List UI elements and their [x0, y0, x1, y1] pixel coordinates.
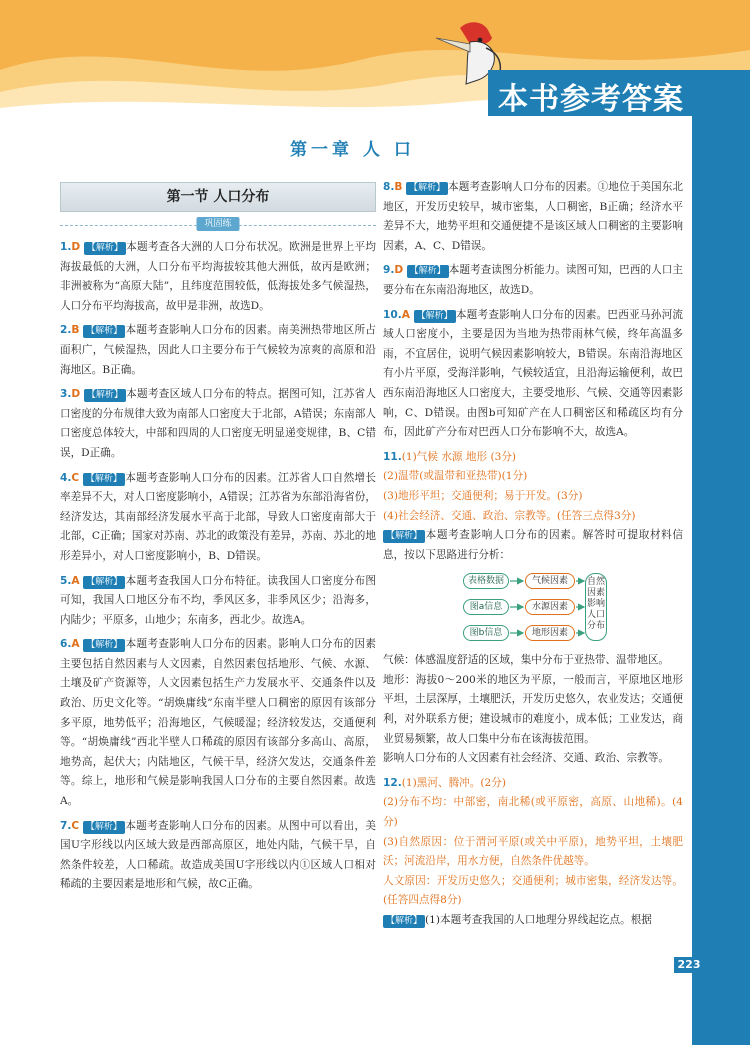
answer-letter: A — [401, 308, 410, 321]
question-number: 6. — [60, 638, 72, 651]
page-number: 223 — [674, 957, 704, 973]
analysis-tag: 【解析】 — [383, 915, 425, 928]
answer-item — [383, 261, 683, 300]
answer-item-11 — [383, 448, 683, 769]
right-sidebar-bar — [692, 116, 750, 1045]
question-number: 9. — [383, 264, 395, 277]
analysis-tag: 【解析】 — [83, 473, 125, 486]
answer-text: 本题考查各大洲的人口分布状况。欧洲是世界上平均海拔最低的大洲，人口分布平均海拔较其他大洲低，故丙是欧洲；非洲被称为“高原大陆”，且纬度范围较低，低海拔处多气候湿热，人口分布平均海拔高，故甲是非洲，故选D。 — [60, 241, 376, 312]
answer-item — [383, 306, 683, 443]
diagram-factor-node: 水源因素 — [525, 599, 575, 615]
analysis-tag: 【解析】 — [83, 639, 125, 652]
analysis-tag: 【解析】 — [83, 325, 125, 338]
analysis-tag: 【解析】 — [84, 242, 126, 255]
answer-text: 本题考查影响人口分布的因素。①地位于美国东北地区，开发历史较早，城市密集，人口稠密，B正确；经济水平差异不大，地势平坦和交通便捷不是该区域人口稠密的主要影响因素，A、C、D错误。 — [383, 181, 684, 252]
answer-text: 本题考查读图分析能力。读图可知，巴西的人口主要分布在东南沿海地区，故选D。 — [383, 264, 684, 296]
diagram-factor-node: 气候因素 — [525, 573, 575, 589]
answer-text: 本题考查影响人口分布的因素。江苏省人口自然增长率差异不大，对人口密度影响小，A错误；江苏省为东部沿海省份，经济发达，其南部经济发展水平高于北部，导致人口密度南部大于北部，C正确；国家对苏南、苏北的政策没有差异，苏南、苏北的地形差异小，对人口密度影响小，B、D错误。 — [60, 471, 377, 562]
answer-letter: C — [71, 471, 80, 484]
diagram-result-node: 自然因素影响人口分布 — [585, 573, 607, 641]
answer-item — [60, 238, 376, 316]
analysis-tag: 【解析】 — [83, 821, 125, 834]
answer-text: 本题考查影响人口分布的因素。从图中可以看出，美国U字形线以内区域大致是西部高原区，地处内陆，气候干旱，自然条件较差，人口稀疏。故造成美国U字形线以内①区域人口相对稀疏的主要因素是地形和气候，故C正确。 — [60, 819, 377, 891]
answer-part: 人文原因：开发历史悠久；交通便利；城市密集，经济发达等。(任答四点得8分) — [383, 874, 683, 907]
analysis-text: (1)本题考查我国的人口地理分界线起讫点。根据 — [425, 914, 652, 926]
section-title: 第一节 人口分布 — [60, 182, 376, 212]
question-number: 4. — [60, 471, 72, 484]
analysis-paragraph: 地形：海拔0～200米的地区为平原，一般而言，平原地区地形平坦，土层深厚，土壤肥沃，开发历史悠久，农业发达；交通便利，对外联系方便；建设城市的难度小，成本低；工业发达，商业贸易频繁，故人口集中分布在该海拔范围。 — [383, 673, 683, 745]
question-number: 3. — [60, 388, 72, 401]
answer-part: (4)社会经济、交通、政治、宗教等。(任答三点得3分) — [383, 509, 636, 522]
sub-label-row — [60, 216, 376, 238]
diagram-source-node: 图b信息 — [463, 625, 509, 641]
answer-part: (2)温带(或温带和亚热带)(1分) — [383, 470, 528, 483]
chapter-title: 第一章 人 口 — [290, 140, 415, 160]
answer-letter: C — [71, 819, 80, 832]
answer-item-12 — [383, 774, 683, 931]
diagram-source-node: 表格数据 — [463, 573, 509, 589]
answer-letter: D — [71, 241, 81, 253]
question-number: 2. — [60, 324, 72, 337]
answer-text: 本题考查区域人口分布的特点。据图可知，江苏省人口密度的分布规律大致为南部人口密度大于北部，A错误；东南部人口密度总体较大，中部和四周的人口密度无明显递变规律，B、C错误，D正确。 — [60, 388, 376, 459]
answer-item — [60, 635, 376, 811]
analysis-text: 本题考查影响人口分布的因素。解答时可提取材料信息，按以下思路进行分析： — [383, 529, 683, 561]
question-number: 11. — [383, 450, 402, 463]
question-number: 1. — [60, 241, 72, 253]
analysis-tag: 【解析】 — [83, 576, 125, 589]
analysis-tag: 【解析】 — [383, 530, 425, 543]
analysis-paragraph: 气候：体感温度舒适的区域，集中分布于亚热带、温带地区。 — [383, 654, 670, 667]
analysis-tag: 【解析】 — [406, 182, 448, 195]
answer-text: 本题考查影响人口分布的因素。影响人口分布的因素主要包括自然因素与人文因素，自然因素包括地形、气候、水源、土壤及矿产资源等，人文因素包括生产力发展水平、交通条件以及政治、历史文化等。“胡焕庸线”东南半壁人口稠密的原因有该部分多平原，地势低平；沿海地区，气候暖湿；经济较发达，交通便利等。“胡焕庸线”西北半壁人口稀疏的原因有该部分多高山、高原，地势高，起伏大；内陆地区，气候干旱，经济欠发达，交通条件差等。综上，地形和气候是影响我国人口分布的主要自然因素。故选A。 — [60, 638, 377, 808]
answer-part: (3)地形平坦；交通便利；易于开发。(3分) — [383, 489, 583, 502]
diagram-source-node: 图a信息 — [463, 599, 509, 615]
analysis-tag: 【解析】 — [84, 389, 126, 402]
analysis-paragraph: 影响人口分布的人文因素有社会经济、交通、政治、宗教等。 — [383, 752, 670, 765]
answer-item — [383, 178, 683, 256]
answer-letter: D — [394, 264, 404, 277]
answer-text: 本题考查影响人口分布的因素。南美洲热带地区所占面积广，气候湿热，因此人口主要分布于气候较为凉爽的高原和沿海地区。B正确。 — [60, 324, 376, 376]
question-number: 8. — [383, 181, 395, 193]
answer-letter: A — [71, 574, 80, 587]
question-number: 5. — [60, 574, 72, 587]
left-column — [60, 182, 376, 900]
analysis-tag: 【解析】 — [407, 265, 449, 278]
analysis-flow-diagram — [463, 569, 623, 645]
right-column — [383, 178, 683, 936]
answer-letter: B — [394, 181, 403, 193]
analysis-tag: 【解析】 — [414, 310, 456, 323]
answer-letter: B — [71, 324, 80, 337]
question-number: 10. — [383, 308, 402, 321]
answer-item — [60, 572, 376, 631]
practice-label: 巩固练 — [196, 217, 239, 231]
answer-part: (2)分布不均：中部密，南北稀(或平原密，高原、山地稀)。(4分) — [383, 796, 683, 829]
answer-item — [60, 321, 376, 380]
question-number: 12. — [383, 776, 402, 789]
answer-item — [60, 817, 376, 895]
book-answers-title: 本书参考答案 — [498, 82, 684, 117]
answer-part: (3)自然原因：位于渭河平原(或关中平原)，地势平坦，土壤肥沃；河流沿岸，用水方便，自然条件优越等。 — [383, 835, 683, 868]
answer-item — [60, 385, 376, 463]
answer-letter: A — [71, 638, 80, 651]
diagram-factor-node: 地形因素 — [525, 625, 575, 641]
answer-part: (1)黑河、腾冲。(2分) — [401, 776, 506, 789]
answer-text: 本题考查我国人口分布特征。读我国人口密度分布图可知，我国人口地区分布不均，季风区多，非季风区少；沿海多，内陆少；平原多，山地少；东南多，西北少。故选A。 — [60, 574, 377, 626]
answer-item — [60, 469, 376, 567]
question-number: 7. — [60, 819, 72, 832]
answer-letter: D — [71, 388, 81, 401]
answer-text: 本题考查影响人口分布的因素。巴西亚马孙河流域人口密度小，主要是因为当地为热带雨林气候，终年高温多雨，不宜居住，说明气候因素影响较大，B错误。东南沿海地区有小片平原，受海洋影响，气候较适宜，且沿海运输便利，故巴西东南沿海地区人口密度大，主要受地形、气候、交通等因素影响，C、D错误。由图b可知矿产在人口稠密区和稀疏区均有分布，因此矿产分布对巴西人口分布影响不大，故选A。 — [383, 308, 683, 439]
answer-part: (1)气候 水源 地形 (3分) — [401, 450, 517, 463]
